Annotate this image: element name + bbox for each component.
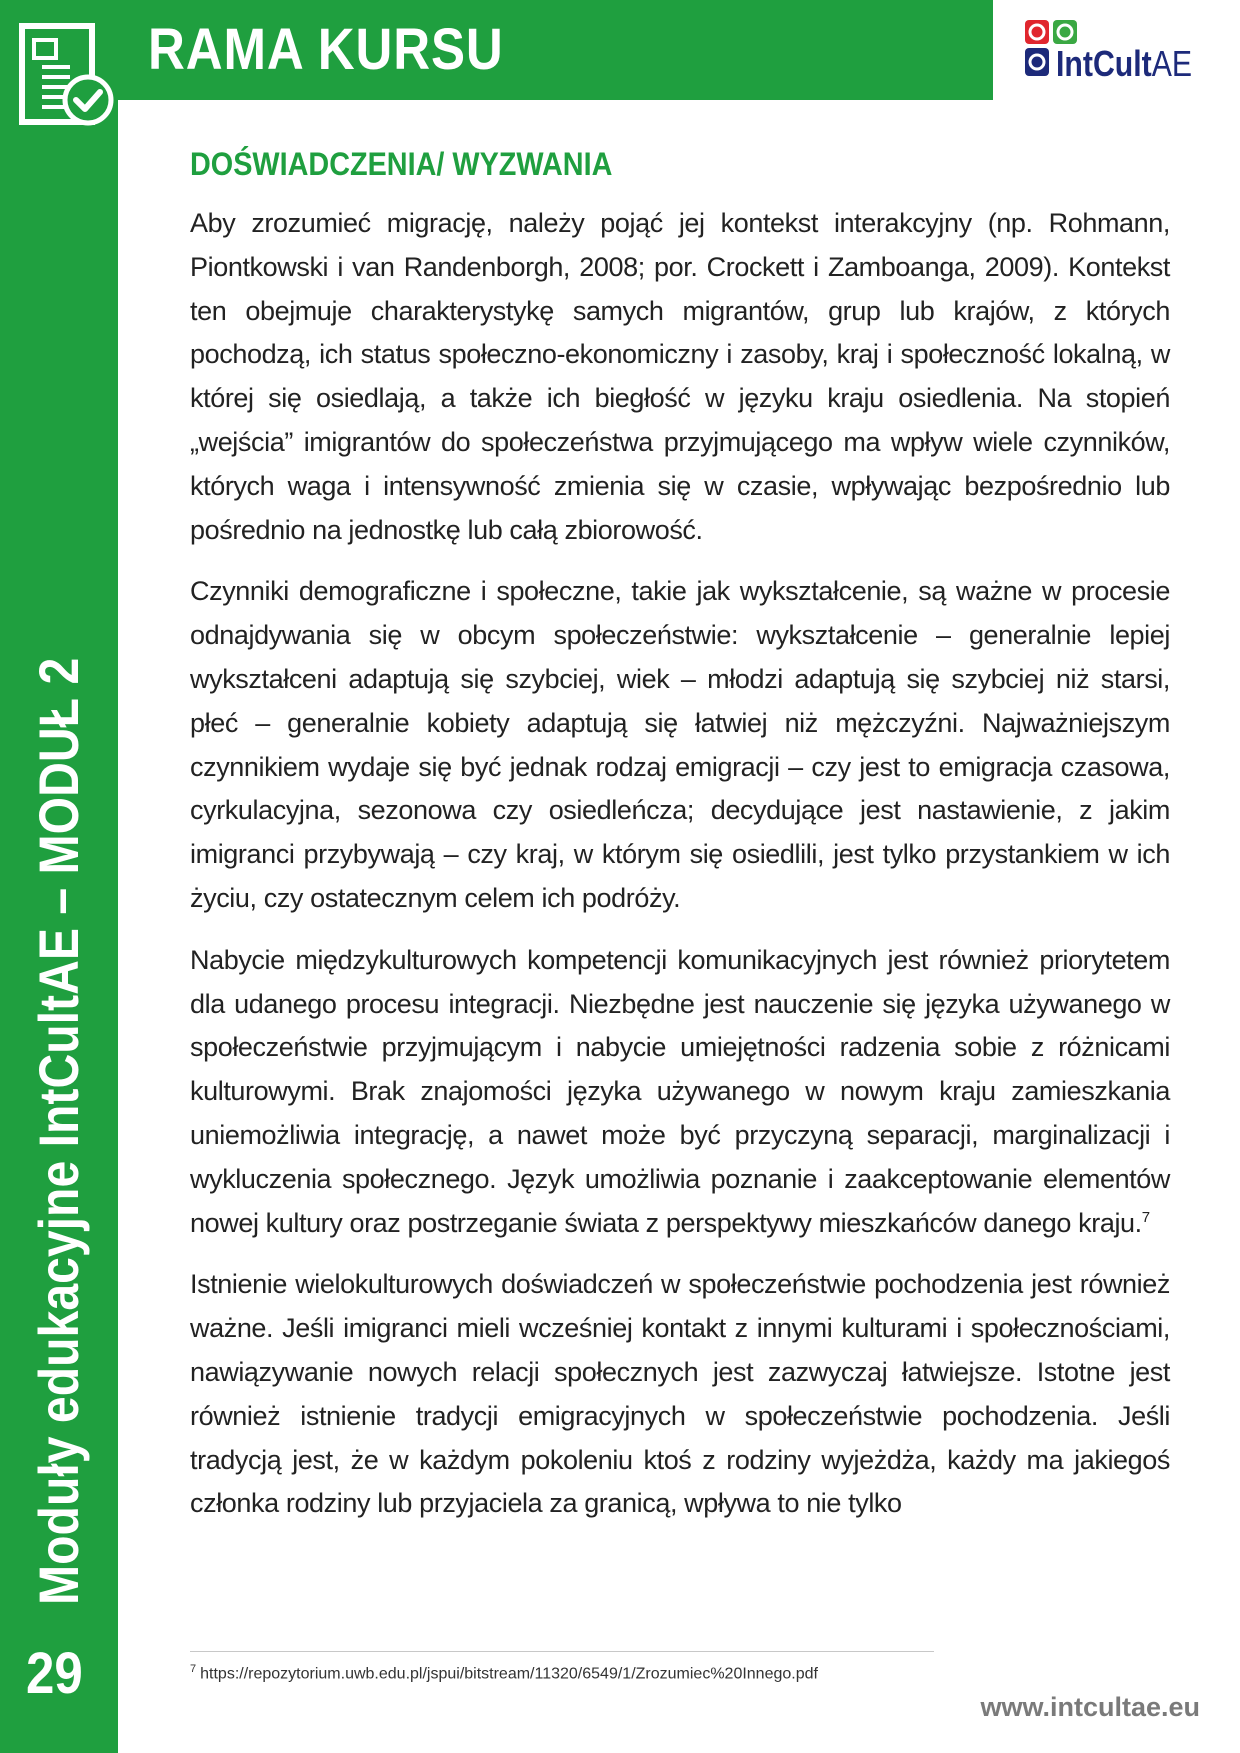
checklist-document-icon bbox=[18, 22, 114, 130]
footnote-reference[interactable]: 7 bbox=[1141, 1208, 1150, 1226]
module-vertical-title: Moduły edukacyjne IntCultAE – MODUŁ 2 bbox=[27, 657, 90, 1605]
paragraph: Czynniki demograficzne i społeczne, takie jak wykształcenie, są ważne w procesie odnajdywania się w obcym społeczeństwie: wykształcenie – generalnie lepiej wykształceni adaptują się szybciej, wiek – młodzi adaptują się szybciej niż starsi, płeć – generalnie kobiety adaptują się łatwiej niż mężczyźni. Najważniejszym czynnikiem wydaje się być jednak rodzaj emigracji – czy jest to emigracja czasowa, cyrkulacyjna, sezonowa czy osiedleńcza; decydujące jest nastawienie, z jakim imigranci przybywają – czy kraj, w którym się osiedlili, jest tylko przystankiem w ich życiu, czy ostatecznym celem ich podróży. bbox=[190, 576, 1170, 913]
footnote bbox=[190, 1663, 818, 1683]
paragraph: Istnienie wielokulturowych doświadczeń w społeczeństwie pochodzenia jest również ważne. Jeśli imigranci mieli wcześniej kontakt z innymi kulturami i społecznościami, nawiązywanie nowych relacji społecznych jest zazwyczaj łatwiejsze. Istotne jest również istnienie tradycji emigracyjnych w społeczeństwie pochodzenia. Jeśli tradycją jest, że w każdym pokoleniu ktoś z rodziny wyjeżdża, każdy ma jakiegoś członka rodziny lub przyjaciela za granicą, wpływa to nie tylko bbox=[190, 1269, 1170, 1519]
page-number: 29 bbox=[26, 1641, 83, 1706]
main-content bbox=[190, 144, 1170, 1544]
section-heading: DOŚWIADCZENIA/ WYZWANIA bbox=[190, 146, 613, 182]
footnote-link[interactable]: https://repozytorium.uwb.edu.pl/jspui/bitstream/11320/6549/1/Zrozumiec%20Innego.pdf bbox=[200, 1665, 818, 1683]
footer-website[interactable]: www.intcultae.eu bbox=[980, 1692, 1200, 1722]
page-header-title: RAMA KURSU bbox=[148, 17, 504, 82]
paragraph: Aby zrozumieć migrację, należy pojąć jej kontekst interakcyjny (np. Rohmann, Piontkowski i van Randenborgh, 2008; por. Crockett i Zamboanga, 2009). Kontekst ten obejmuje charakterystykę samych migrantów, grup lub krajów, z których pochodzą, ich status społeczno-ekonomiczny i zasoby, kraj i społeczność lokalną, w której się osiedlają, a także ich biegłość w języku kraju osiedlenia. Na stopień „wejścia” imigrantów do społeczeństwa przyjmującego ma wpływ wiele czynników, których waga i intensywność zmienia się w czasie, wpływając bezpośrednio lub pośrednio na jednostkę lub całą zbiorowość. bbox=[190, 208, 1170, 545]
footnote-number: 7 bbox=[190, 1663, 197, 1675]
paragraph: Nabycie międzykulturowych kompetencji komunikacyjnych jest również priorytetem dla udanego procesu integracji. Niezbędne jest nauczenie się języka używanego w społeczeństwie przyjmującym i nabycie umiejętności radzenia sobie z różnicami kulturowymi. Brak znajomości języka używanego w nowym kraju zamieszkania uniemożliwia integrację, a nawet może być przyczyną separacji, marginalizacji i wykluczenia społecznego. Język umożliwia poznanie i zaakceptowanie elementów nowej kultury oraz postrzeganie świata z perspektywy mieszkańców danego kraju.$^7$ bbox=[190, 944, 1170, 1238]
logo-wordmark: IntCultAE bbox=[1056, 43, 1193, 84]
footnote-divider bbox=[190, 1651, 934, 1652]
